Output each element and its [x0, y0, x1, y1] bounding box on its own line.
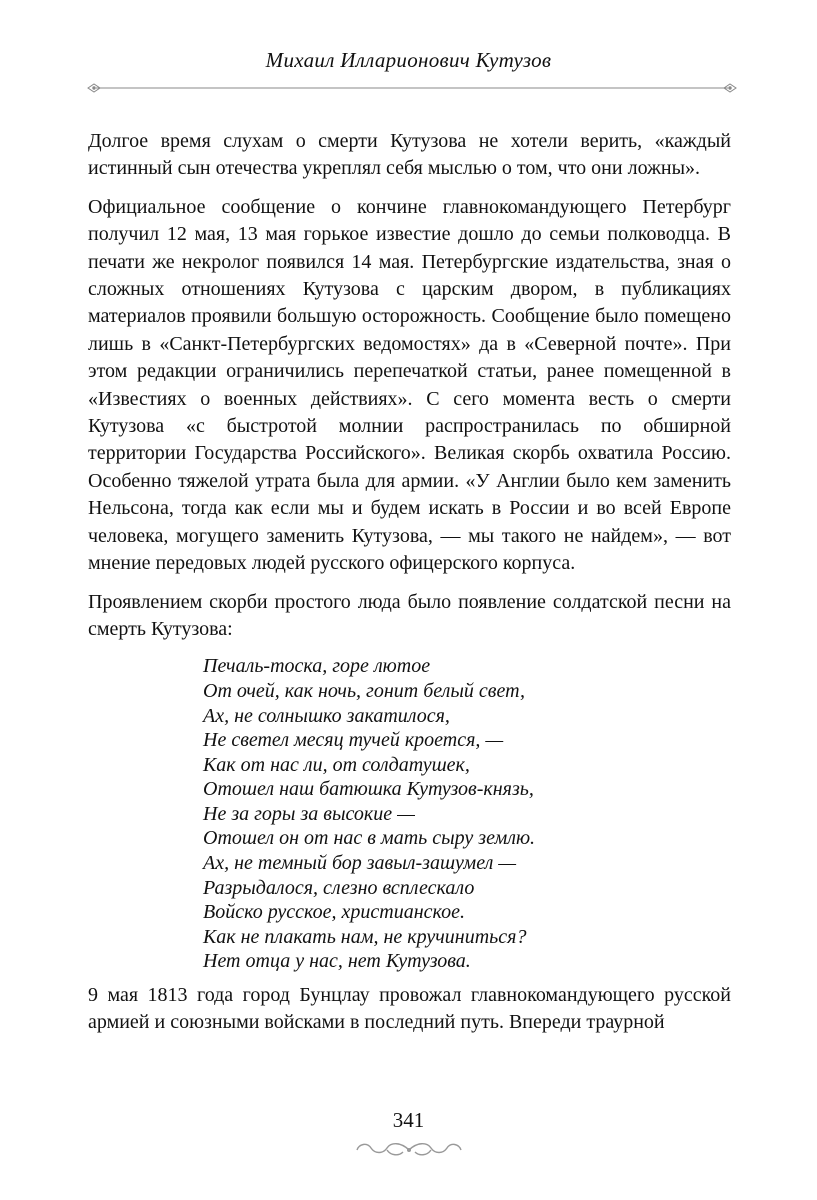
poem-line: Нет отца у нас, нет Кутузова. — [203, 950, 471, 973]
poem-line: Не за горы за высокие — — [203, 802, 415, 825]
poem-line: Отошел он от нас в мать сыру землю. — [203, 827, 536, 850]
page-number: 341 — [392, 1108, 425, 1132]
paragraph-3: Проявлением скорби простого люда было появление солдатской песни на смерть Кутузова: — [88, 590, 731, 640]
paragraph-1: Долгое время слухам о смерти Кутузова не хотели верить, «каждый истинный сын отечества укреплял себя мыслью о том, что они ложны». — [88, 130, 731, 180]
footer-flourish-icon — [353, 1138, 465, 1162]
poem-line: Ах, не солнышко закатилося, — [203, 704, 450, 727]
header-ornamental-rule — [86, 78, 738, 98]
soldier-song-poem — [203, 654, 731, 974]
poem-line: Войско русское, христианское. — [203, 901, 465, 924]
paragraph-2: Официальное сообщение о кончине главнокомандующего Петербург получил 12 мая, 13 мая горькое известие дошло до семьи полководца. В печати же некролог появился 14 мая. Петербургские издательства, зная о сложных отношениях Кутузова с царским двором, в публикациях материалов проявили большую осторожность. Сообщение было помещено лишь в «Санкт-Петербургских ведомостях» да в «Северной почте». При этом редакции ограничились перепечаткой статьи, ранее помещенной в «Известиях о военных действиях». С сего момента весть о смерти Кутузова «с быстротой молнии распространилась по обширной территории Государства Российского». Великая скорбь охватила Россию. Особенно тяжелой утрата была для армии. «У Англии было кем заменить Нельсона, тогда как если мы и будем искать в России и во всей Европе человека, могущего заменить Кутузова, — мы такого не найдем», — вот мнение передовых людей русского офицерского корпуса. — [88, 195, 731, 575]
poem-line: Печаль-тоска, горе лютое — [203, 655, 431, 678]
poem-line: Разрыдалося, слезно всплескало — [203, 876, 475, 899]
poem-line: Отошел наш батюшка Кутузов-князь, — [203, 778, 534, 801]
running-header-title: Михаил Илларионович Кутузов — [265, 48, 552, 72]
page-body — [88, 128, 731, 1048]
poem-line: Ах, не темный бор завыл-зашумел — — [203, 852, 517, 875]
poem-line: От очей, как ночь, гонит белый свет, — [203, 679, 526, 702]
paragraph-4: 9 мая 1813 года город Бунцлау провожал главнокомандующего русской армией и союзными войсками в последний путь. Впереди траурной — [88, 984, 731, 1034]
poem-line: Не светел месяц тучей кроется, — — [203, 729, 504, 752]
poem-line: Как не плакать нам, не кручиниться? — [203, 925, 527, 948]
poem-line: Как от нас ли, от солдатушек, — [203, 753, 470, 776]
